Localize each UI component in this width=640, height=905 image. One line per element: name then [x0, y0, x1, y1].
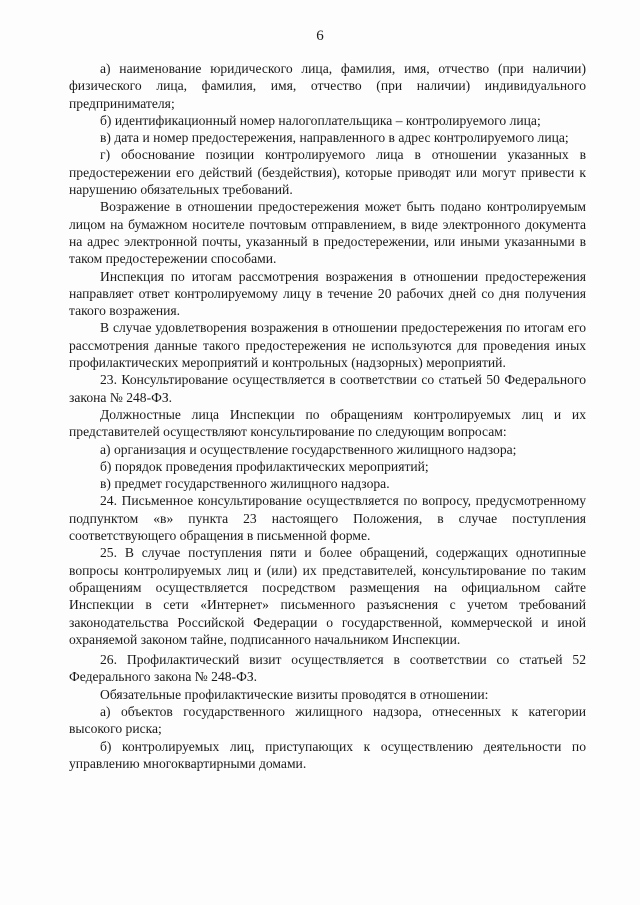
- paragraph-a-name: а) наименование юридического лица, фамилия, имя, отчество (при наличии) физического лица, фамилия, имя, отчество (при наличии) индивидуального предпринимателя;: [69, 61, 586, 111]
- paragraph-consult-topic-b: б) порядок проведения профилактических мероприятий;: [100, 458, 429, 474]
- paragraph-g-justification: г) обоснование позиции контролируемого лица в отношении указанных в предостережении его действий (бездействия), которые приводят или могут привести к нарушению обязательных требований.: [69, 147, 586, 198]
- paragraph-objection-response: Инспекция по итогам рассмотрения возражения в отношении предостережения направляет ответ контролируемому лицу в течение 20 рабочих дней со дня получения такого возражения.: [69, 268, 586, 319]
- paragraph-25-multiple-requests: 25. В случае поступления пяти и более обращений, содержащих однотипные вопросы контролируемых лиц и (или) их представителей, консультирование по таким обращениям осуществляется посредством размещения на официальном сайте Инспекции в сети «Интернет» письменного разъяснения с учетом требований законодательства Российской Федерации о государственной, коммерческой и иной охраняемой законом тайне, подписанного начальником Инспекции.: [69, 545, 586, 647]
- paragraph-26-preventive-visit: 26. Профилактический визит осуществляется в соответствии со статьей 52 Федерального закона № 248-ФЗ.: [69, 652, 586, 685]
- paragraph-23-consulting: 23. Консультирование осуществляется в соответствии со статьей 50 Федерального закона № 248-ФЗ.: [69, 372, 586, 405]
- paragraph-visit-target-b: б) контролируемых лиц, приступающих к осуществлению деятельности по управлению многоквартирными домами.: [69, 738, 586, 771]
- paragraph-objection-submission: Возражение в отношении предостережения может быть подано контролируемым лицом на бумажном носителе почтовым отправлением, в виде электронного документа на адрес электронной почты, указанный в предостережении, или иными указанными в таком предостережении способами.: [69, 199, 586, 267]
- page-number: 6: [316, 28, 324, 44]
- paragraph-consult-topic-a: а) организация и осуществление государственного жилищного надзора;: [100, 441, 517, 457]
- paragraph-b-inn: б) идентификационный номер налогоплательщика – контролируемого лица;: [100, 112, 541, 128]
- paragraph-consult-topic-v: в) предмет государственного жилищного надзора.: [100, 476, 390, 492]
- paragraph-24-written-consulting: 24. Письменное консультирование осуществляется по вопросу, предусмотренному подпунктом «в» пункта 23 настоящего Положения, в случае поступления соответствующего обращения в письменной форме.: [69, 493, 586, 544]
- paragraph-visit-target-a: а) объектов государственного жилищного надзора, отнесенных к категории высокого риска;: [69, 703, 586, 737]
- paragraph-mandatory-visits: Обязательные профилактические визиты проводятся в отношении:: [100, 686, 489, 702]
- paragraph-officials-consulting: Должностные лица Инспекции по обращениям контролируемых лиц и их представителей осуществляют консультирование по следующим вопросам:: [69, 406, 586, 440]
- paragraph-objection-satisfied: В случае удовлетворения возражения в отношении предостережения по итогам его рассмотрения данные такого предостережения не используются для проведения иных профилактических мероприятий и контрольных (надзорных) мероприятий.: [69, 320, 586, 371]
- document-body: [69, 60, 586, 772]
- paragraph-v-date-number: в) дата и номер предостережения, направленного в адрес контролируемого лица;: [100, 130, 569, 146]
